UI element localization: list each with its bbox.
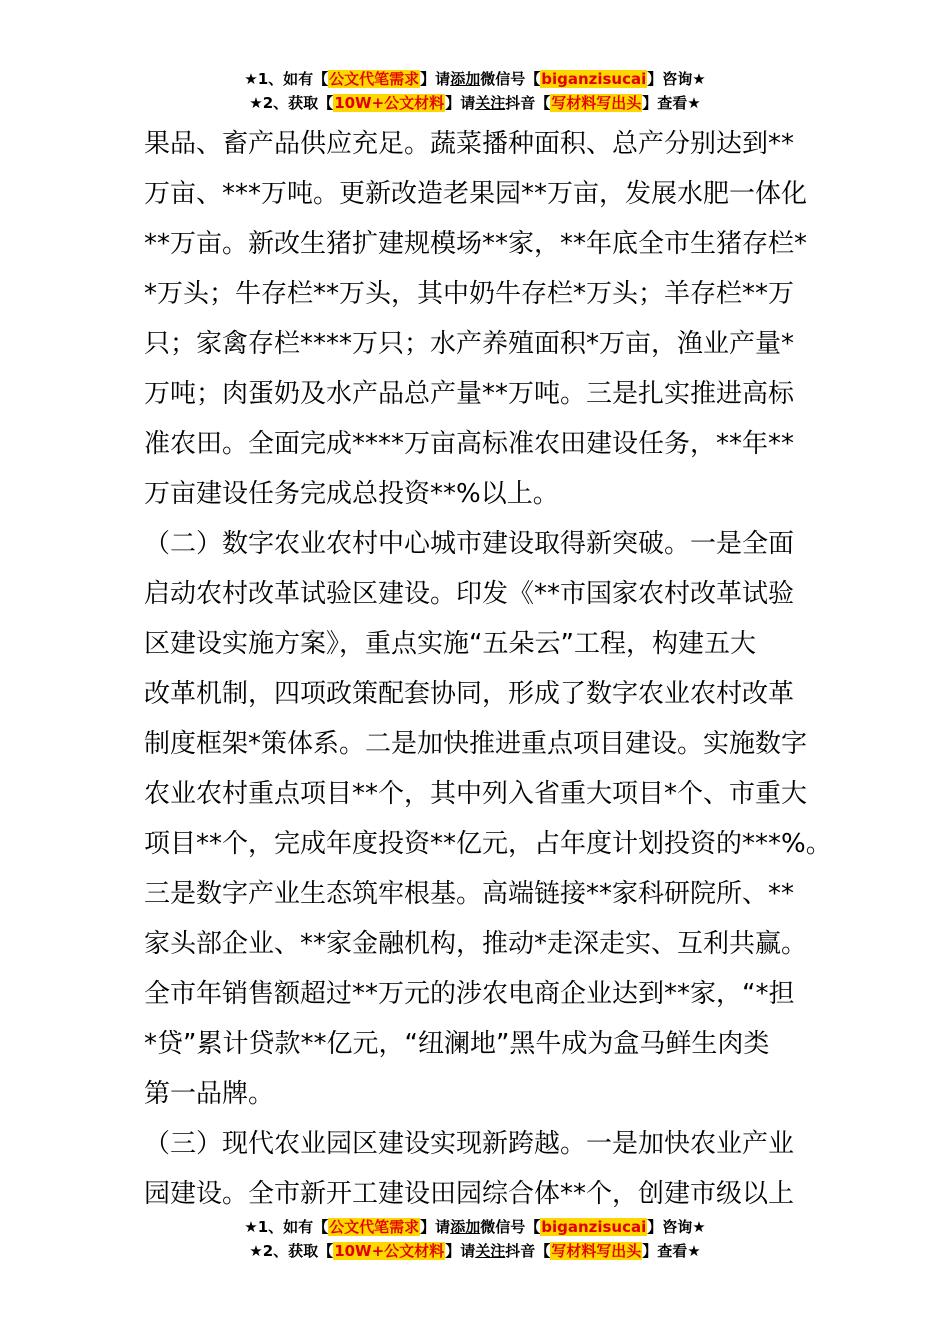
- banner-text: 】请: [420, 1218, 451, 1236]
- body-line: 家头部企业、**家金融机构，推动*走深走实、互利共赢。: [144, 929, 808, 959]
- body-line: 第一品牌。: [144, 1079, 275, 1109]
- banner-text: 】请: [420, 70, 451, 88]
- body-line: 全市年销售额超过**万元的涉农电商企业达到**家，“*担: [144, 979, 795, 1009]
- body-line: 只；家禽存栏****万只；水产养殖面积*万亩，渔业产量*: [144, 329, 795, 359]
- body-line: 园建设。全市新开工建设田园综合体**个，创建市级以上: [144, 1179, 795, 1209]
- banner-line-2: [0, 1240, 950, 1264]
- banner-text: ★2、获取【: [249, 1242, 334, 1260]
- banner-text: 微信号【: [480, 70, 541, 88]
- banner-text: 】请: [445, 94, 476, 112]
- banner-text: ★2、获取【: [249, 94, 334, 112]
- banner-text: 】查看★: [642, 1242, 701, 1260]
- highlight-tag: 10W+公文材料: [334, 94, 445, 112]
- header-banner: [0, 68, 950, 116]
- body-line: **万亩。新改生猪扩建规模场**家，**年底全市生猪存栏*: [144, 229, 808, 259]
- body-line: 准农田。全面完成****万亩高标准农田建设任务，**年**: [144, 429, 795, 459]
- underlined-text: 关注: [475, 1242, 506, 1260]
- banner-line-1: [0, 68, 950, 92]
- body-line: 万亩建设任务完成总投资**%以上。: [144, 479, 559, 509]
- douyin-account: 写材料写出头: [551, 94, 642, 112]
- section-heading-line: （三）现代农业园区建设实现新跨越。一是加快农业产业: [144, 1129, 795, 1159]
- wechat-id: biganzisucai: [541, 1218, 647, 1236]
- body-line: 项目**个，完成年度投资**亿元，占年度计划投资的***%。: [144, 829, 832, 859]
- body-line: *贷”累计贷款**亿元，“纽澜地”黑牛成为盒马鲜生肉类: [144, 1029, 770, 1059]
- banner-text: 】查看★: [642, 94, 701, 112]
- body-line: 万亩、***万吨。更新改造老果园**万亩，发展水肥一体化: [144, 179, 808, 209]
- body-line: 区建设实施方案》，重点实施“五朵云”工程，构建五大: [144, 629, 756, 659]
- banner-line-1: [0, 1216, 950, 1240]
- banner-text: 抖音【: [505, 94, 551, 112]
- banner-text: 】咨询★: [647, 1218, 706, 1236]
- banner-text: 微信号【: [480, 1218, 541, 1236]
- underlined-text: 添加: [450, 1218, 481, 1236]
- body-line: 农业农村重点项目**个，其中列入省重大项目*个、市重大: [144, 779, 808, 809]
- banner-text: 】咨询★: [647, 70, 706, 88]
- highlight-tag: 10W+公文材料: [334, 1242, 445, 1260]
- banner-text: 】请: [445, 1242, 476, 1260]
- document-body: [144, 119, 832, 1219]
- underlined-text: 添加: [450, 70, 481, 88]
- body-line: 制度框架*策体系。二是加快推进重点项目建设。实施数字: [144, 729, 808, 759]
- banner-text: ★1、如有【: [244, 70, 329, 88]
- banner-text: ★1、如有【: [244, 1218, 329, 1236]
- banner-line-2: [0, 92, 950, 116]
- footer-banner: [0, 1216, 950, 1264]
- body-line: 改革机制，四项政策配套协同，形成了数字农业农村改革: [144, 679, 795, 709]
- body-line: 果品、畜产品供应充足。蔬菜播种面积、总产分别达到**: [144, 129, 795, 159]
- wechat-id: biganzisucai: [541, 70, 647, 88]
- body-line: 万吨；肉蛋奶及水产品总产量**万吨。三是扎实推进高标: [144, 379, 795, 409]
- section-heading-line: （二）数字农业农村中心城市建设取得新突破。一是全面: [144, 529, 795, 559]
- underlined-text: 关注: [475, 94, 506, 112]
- banner-text: 抖音【: [505, 1242, 551, 1260]
- body-line: *万头；牛存栏**万头，其中奶牛存栏*万头；羊存栏**万: [144, 279, 795, 309]
- highlight-tag: 公文代笔需求: [329, 70, 420, 88]
- body-line: 三是数字产业生态筑牢根基。高端链接**家科研院所、**: [144, 879, 795, 909]
- body-line: 启动农村改革试验区建设。印发《**市国家农村改革试验: [144, 579, 795, 609]
- douyin-account: 写材料写出头: [551, 1242, 642, 1260]
- highlight-tag: 公文代笔需求: [329, 1218, 420, 1236]
